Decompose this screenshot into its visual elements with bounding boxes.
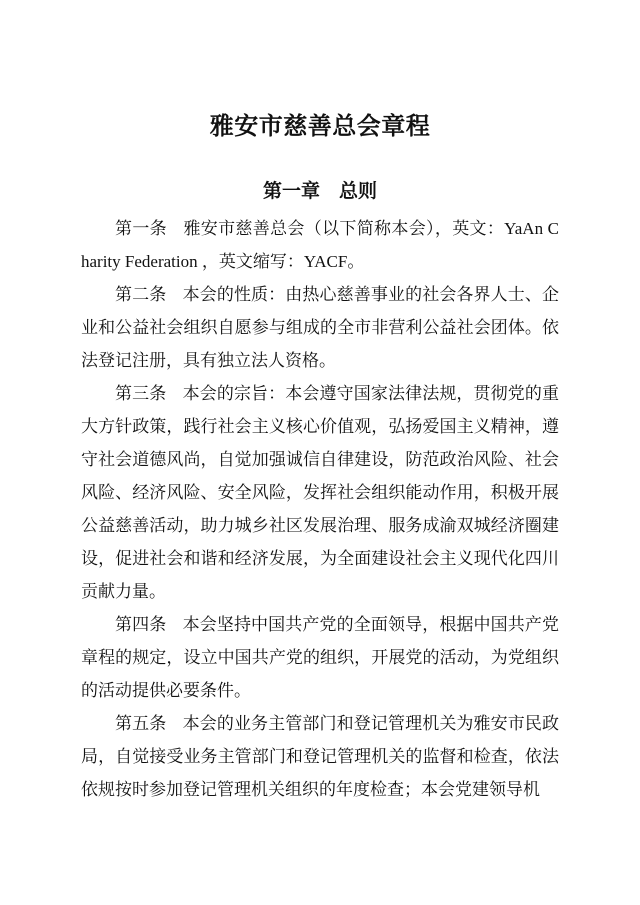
- article-paragraph-5: [81, 707, 559, 806]
- page-title: 雅安市慈善总会章程: [209, 114, 431, 140]
- article-paragraph-1: [81, 212, 559, 278]
- articles-section: [81, 212, 559, 806]
- article-label: 第五条: [115, 714, 167, 733]
- document-page: [81, 0, 559, 806]
- article-paragraph-2: [81, 278, 559, 377]
- article-paragraph-3: [81, 377, 559, 608]
- article-label: 第二条: [115, 285, 167, 304]
- article-text: 雅安市慈善总会（以下简称本会），英文：YaAn Charity Federation ，英文缩写：YACF。: [81, 219, 559, 271]
- article-text: 本会的业务主管部门和登记管理机关为雅安市民政局，自觉接受业务主管部门和登记管理机关的监督和检查，依法依规按时参加登记管理机关组织的年度检查；本会党建领导机: [81, 714, 559, 799]
- chapter-heading: [81, 180, 559, 203]
- chapter-number: 第一章: [262, 181, 320, 202]
- chapter-name: 总则: [339, 181, 378, 202]
- article-label: 第四条: [115, 615, 167, 634]
- article-label: 第一条: [115, 219, 167, 238]
- article-text: 本会坚持中国共产党的全面领导，根据中国共产党章程的规定，设立中国共产党的组织，开展党的活动，为党组织的活动提供必要条件。: [81, 615, 559, 700]
- article-text: 本会的宗旨：本会遵守国家法律法规，贯彻党的重大方针政策，践行社会主义核心价值观，弘扬爱国主义精神，遵守社会道德风尚，自觉加强诚信自律建设，防范政治风险、社会风险、经济风险、安全风险，发挥社会组织能动作用，积极开展公益慈善活动，助力城乡社区发展治理、服务成渝双城经济圈建设，促进社会和谐和经济发展，为全面建设社会主义现代化四川贡献力量。: [81, 384, 559, 601]
- article-text: 本会的性质：由热心慈善事业的社会各界人士、企业和公益社会组织自愿参与组成的全市非营利公益社会团体。依法登记注册，具有独立法人资格。: [81, 285, 559, 370]
- article-label: 第三条: [115, 384, 167, 403]
- article-paragraph-4: [81, 608, 559, 707]
